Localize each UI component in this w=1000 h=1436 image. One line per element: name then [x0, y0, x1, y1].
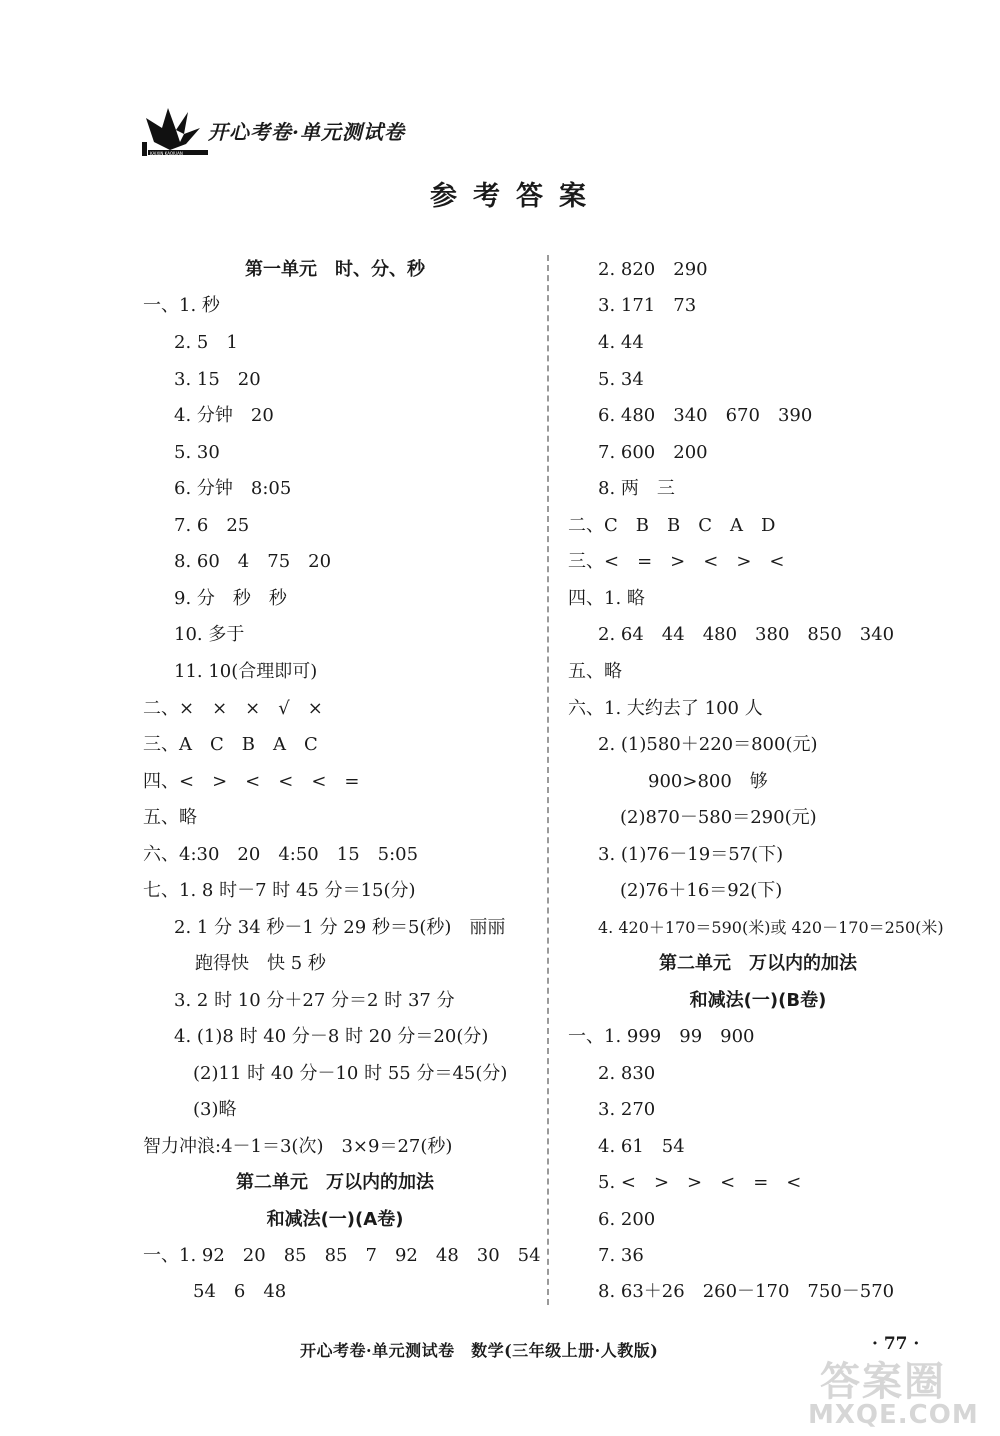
answer-line: 四、< > < < < =	[143, 771, 360, 792]
answer-line: 4. 420＋170＝590(米)或 420－170＝250(米)	[598, 918, 944, 937]
answer-line: 三、A C B A C	[143, 734, 318, 755]
answer-line: 8. 63＋26 260－170 750－570	[598, 1281, 895, 1302]
unit2a-heading-line2: 和减法(一)(A卷)	[266, 1209, 404, 1230]
answer-line: 2. 820 290	[598, 259, 708, 280]
answer-line: 3. 15 20	[174, 369, 261, 390]
answer-line: 5. < > > < = <	[598, 1172, 802, 1193]
site-watermark	[800, 1350, 990, 1430]
answer-line: 6. 分钟 8:05	[174, 478, 292, 499]
answer-line: 3. (1)76－19＝57(下)	[598, 844, 784, 865]
series-title: 开心考卷·单元测试卷	[208, 120, 405, 144]
answer-line: 4. 分钟 20	[174, 405, 274, 426]
answer-line: 一、1. 92 20 85 85 7 92 48 30 54	[143, 1245, 541, 1266]
answer-line: 11. 10(合理即可)	[174, 661, 318, 682]
answer-line: 6. 200	[598, 1209, 656, 1230]
svg-text:KAIXIN KAOJUAN: KAIXIN KAOJUAN	[150, 151, 183, 156]
answer-line: 智力冲浪:4－1＝3(次) 3×9＝27(秒)	[143, 1136, 453, 1157]
answer-line: 3. 270	[598, 1099, 656, 1120]
answer-line: 10. 多于	[174, 624, 245, 645]
answer-line: 5. 30	[174, 442, 220, 463]
answer-line: 二、C B B C A D	[568, 515, 776, 536]
answer-line: 一、1. 秒	[143, 295, 220, 316]
page-title: 参考答案	[430, 181, 602, 212]
answer-line: 四、1. 略	[568, 588, 645, 609]
answer-line: 900>800 够	[648, 771, 768, 792]
answer-line: (2)870－580＝290(元)	[620, 807, 817, 828]
unit2b-heading-line2: 和减法(一)(B卷)	[689, 990, 827, 1011]
unit2b-heading-line1: 第二单元 万以内的加法	[659, 953, 857, 974]
answer-line: 7. 6 25	[174, 515, 250, 536]
answer-line: 8. 60 4 75 20	[174, 551, 332, 572]
answer-line: 54 6 48	[193, 1281, 287, 1302]
answer-line: (2)11 时 40 分－10 时 55 分＝45(分)	[193, 1063, 508, 1084]
answer-line: 2. (1)580＋220＝800(元)	[598, 734, 818, 755]
answer-line: 4. 44	[598, 332, 644, 353]
answer-line: 六、1. 大约去了 100 人	[568, 698, 763, 719]
answer-line: 2. 5 1	[174, 332, 238, 353]
answer-line: 2. 830	[598, 1063, 656, 1084]
answer-line: 4. (1)8 时 40 分－8 时 20 分＝20(分)	[174, 1026, 489, 1047]
answer-line: 六、4:30 20 4:50 15 5:05	[143, 844, 419, 865]
answer-line: 7. 600 200	[598, 442, 708, 463]
answer-line: (3)略	[193, 1099, 237, 1120]
footer-book-title: 开心考卷·单元测试卷 数学(三年级上册·人教版)	[300, 1341, 659, 1360]
answer-line: 跑得快 快 5 秒	[195, 953, 326, 974]
page-number: · 77 ·	[872, 1334, 920, 1354]
answer-line: 7. 36	[598, 1245, 644, 1266]
unit1-heading: 第一单元 时、分、秒	[245, 259, 425, 280]
column-divider	[547, 255, 549, 1305]
answer-line: 2. 64 44 480 380 850 340	[598, 624, 895, 645]
answer-line: 8. 两 三	[598, 478, 675, 499]
answer-line: 4. 61 54	[598, 1136, 685, 1157]
watermark-bottom-text: MXQE.COM	[808, 1400, 979, 1430]
answer-line: 一、1. 999 99 900	[568, 1026, 755, 1047]
unit2a-heading-line1: 第二单元 万以内的加法	[236, 1172, 434, 1193]
answer-line: 9. 分 秒 秒	[174, 588, 287, 609]
answer-line: 2. 1 分 34 秒－1 分 29 秒＝5(秒) 丽丽	[174, 917, 506, 938]
publisher-logo	[140, 98, 212, 158]
watermark-top-text: 答案圈	[820, 1359, 946, 1405]
answer-line: (2)76＋16＝92(下)	[620, 880, 783, 901]
answer-line: 三、< = > < > <	[568, 551, 785, 572]
answer-line: 5. 34	[598, 369, 644, 390]
answer-line: 七、1. 8 时－7 时 45 分＝15(分)	[143, 880, 416, 901]
answer-line: 3. 171 73	[598, 295, 697, 316]
answer-line: 3. 2 时 10 分＋27 分＝2 时 37 分	[174, 990, 455, 1011]
answer-line: 6. 480 340 670 390	[598, 405, 813, 426]
answer-line: 五、略	[143, 807, 197, 828]
answer-line: 五、略	[568, 661, 622, 682]
answer-line: 二、× × × √ ×	[143, 698, 323, 719]
